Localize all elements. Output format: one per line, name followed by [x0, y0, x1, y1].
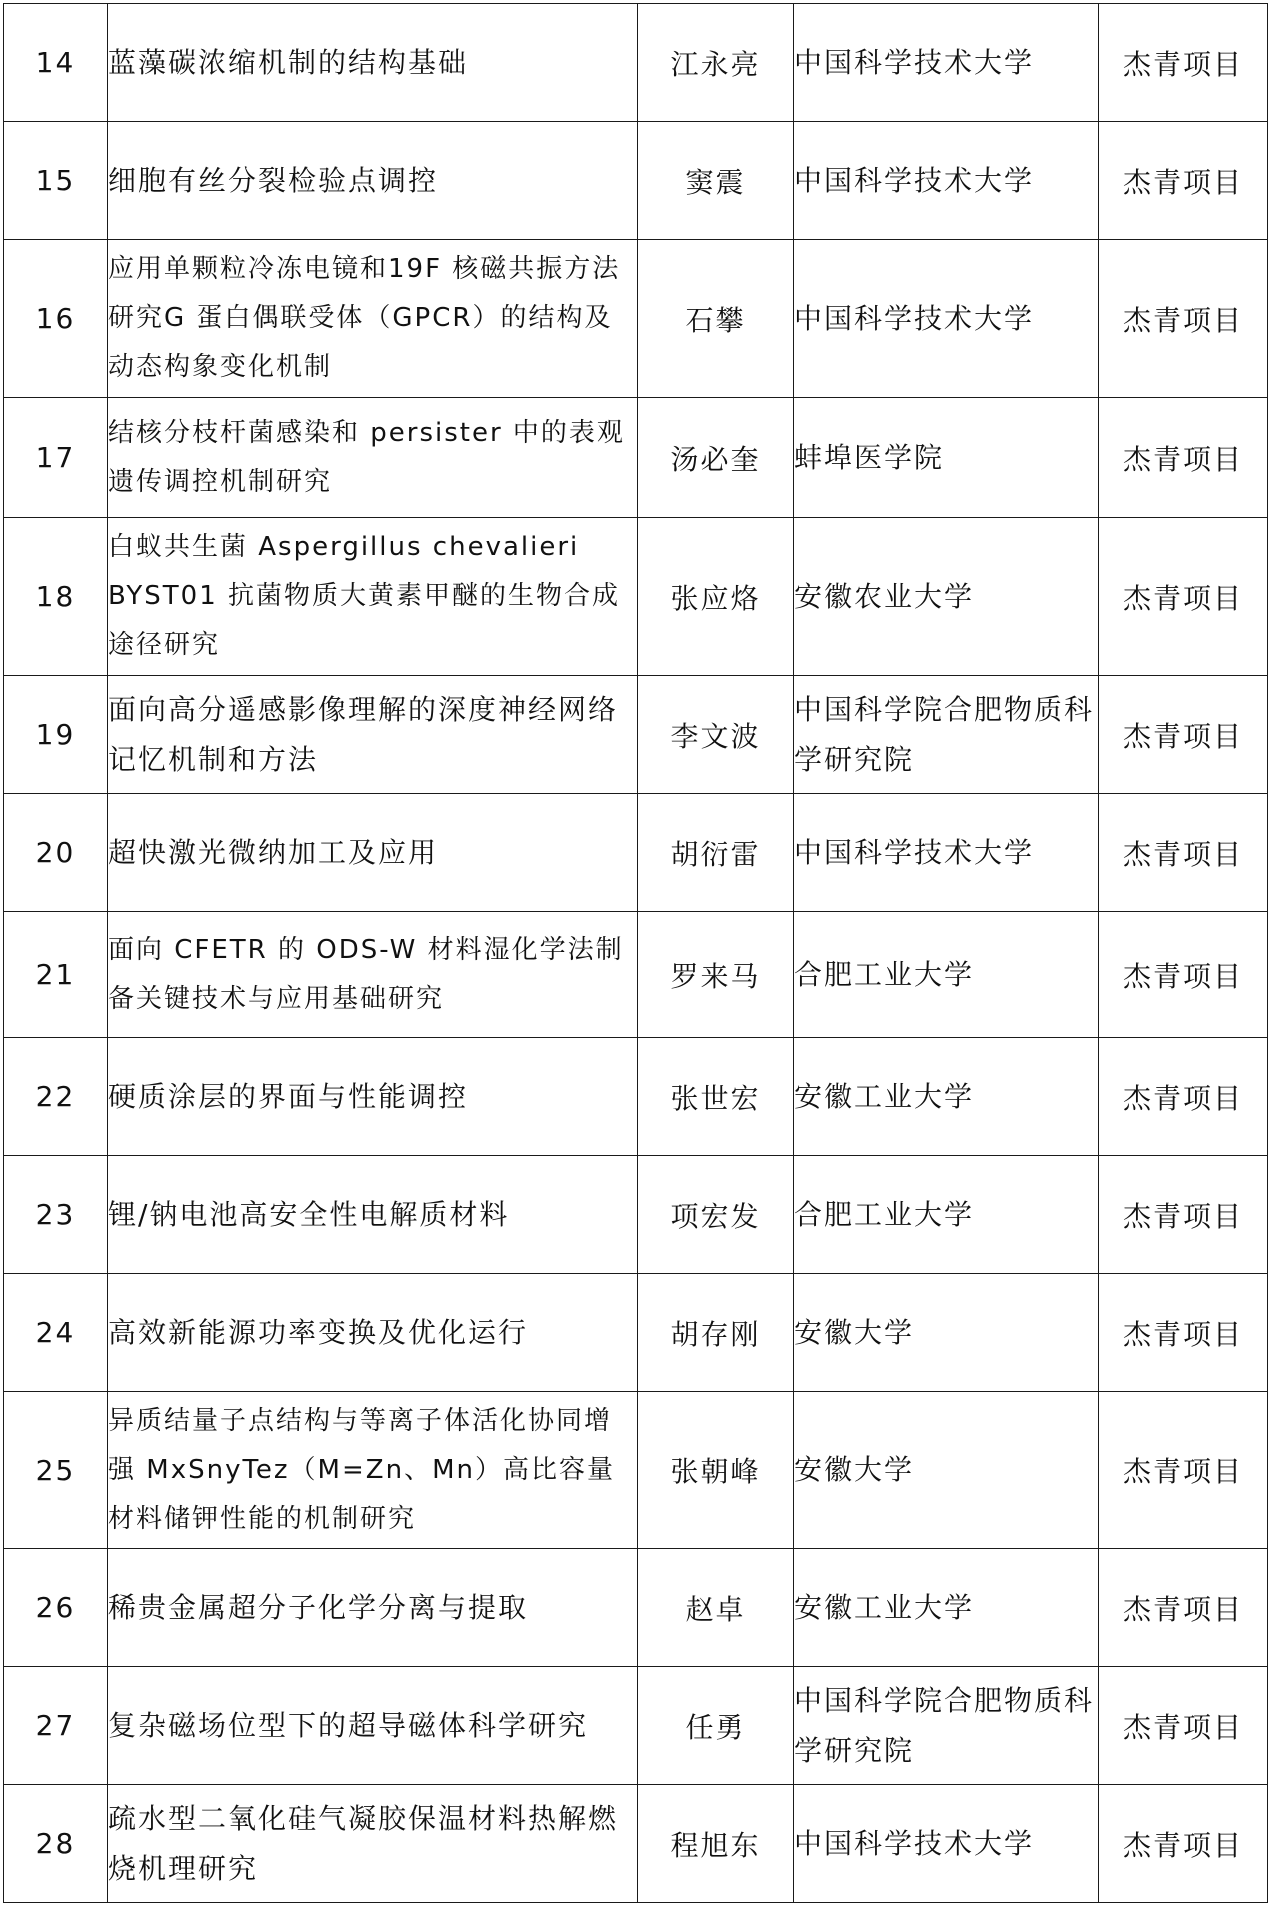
table-row — [4, 518, 1268, 676]
principal-investigator: 石攀 — [638, 240, 794, 398]
project-type: 杰青项目 — [1099, 794, 1268, 912]
project-title: 面向高分遥感影像理解的深度神经网络记忆机制和方法 — [108, 676, 638, 794]
project-title: 硬质涂层的界面与性能调控 — [108, 1038, 638, 1156]
institution: 蚌埠医学院 — [794, 398, 1099, 518]
project-type: 杰青项目 — [1099, 912, 1268, 1038]
project-title: 高效新能源功率变换及优化运行 — [108, 1274, 638, 1392]
project-type: 杰青项目 — [1099, 1392, 1268, 1549]
table-row — [4, 1667, 1268, 1785]
project-type: 杰青项目 — [1099, 122, 1268, 240]
project-type: 杰青项目 — [1099, 1156, 1268, 1274]
principal-investigator: 张世宏 — [638, 1038, 794, 1156]
table-row — [4, 1156, 1268, 1274]
project-type: 杰青项目 — [1099, 398, 1268, 518]
project-type: 杰青项目 — [1099, 4, 1268, 122]
institution: 中国科学院合肥物质科学研究院 — [794, 676, 1099, 794]
project-title: 稀贵金属超分子化学分离与提取 — [108, 1549, 638, 1667]
row-number: 17 — [4, 398, 108, 518]
table-row — [4, 1549, 1268, 1667]
principal-investigator: 项宏发 — [638, 1156, 794, 1274]
institution: 中国科学技术大学 — [794, 4, 1099, 122]
row-number: 21 — [4, 912, 108, 1038]
institution: 安徽农业大学 — [794, 518, 1099, 676]
row-number: 27 — [4, 1667, 108, 1785]
table-row — [4, 1392, 1268, 1549]
project-type: 杰青项目 — [1099, 1785, 1268, 1903]
principal-investigator: 汤必奎 — [638, 398, 794, 518]
project-type: 杰青项目 — [1099, 676, 1268, 794]
project-title: 应用单颗粒冷冻电镜和19F 核磁共振方法研究G 蛋白偶联受体（GPCR）的结构及动态构象变化机制 — [108, 240, 638, 398]
project-type: 杰青项目 — [1099, 1274, 1268, 1392]
principal-investigator: 赵卓 — [638, 1549, 794, 1667]
table-row — [4, 1785, 1268, 1903]
project-type: 杰青项目 — [1099, 1549, 1268, 1667]
principal-investigator: 窦震 — [638, 122, 794, 240]
table-row — [4, 240, 1268, 398]
principal-investigator: 李文波 — [638, 676, 794, 794]
principal-investigator: 张应烙 — [638, 518, 794, 676]
table-row — [4, 676, 1268, 794]
institution: 中国科学院合肥物质科学研究院 — [794, 1667, 1099, 1785]
table-row — [4, 1038, 1268, 1156]
row-number: 19 — [4, 676, 108, 794]
institution: 安徽工业大学 — [794, 1549, 1099, 1667]
row-number: 16 — [4, 240, 108, 398]
principal-investigator: 张朝峰 — [638, 1392, 794, 1549]
project-title: 超快激光微纳加工及应用 — [108, 794, 638, 912]
principal-investigator: 胡衍雷 — [638, 794, 794, 912]
institution: 安徽工业大学 — [794, 1038, 1099, 1156]
row-number: 20 — [4, 794, 108, 912]
principal-investigator: 江永亮 — [638, 4, 794, 122]
institution: 中国科学技术大学 — [794, 794, 1099, 912]
row-number: 18 — [4, 518, 108, 676]
project-type: 杰青项目 — [1099, 1038, 1268, 1156]
principal-investigator: 罗来马 — [638, 912, 794, 1038]
institution: 合肥工业大学 — [794, 912, 1099, 1038]
project-title: 蓝藻碳浓缩机制的结构基础 — [108, 4, 638, 122]
project-type: 杰青项目 — [1099, 240, 1268, 398]
institution: 中国科学技术大学 — [794, 122, 1099, 240]
table-row — [4, 398, 1268, 518]
project-title: 结核分枝杆菌感染和 persister 中的表观遗传调控机制研究 — [108, 398, 638, 518]
project-table — [3, 3, 1268, 1903]
row-number: 26 — [4, 1549, 108, 1667]
row-number: 22 — [4, 1038, 108, 1156]
table-row — [4, 122, 1268, 240]
project-type: 杰青项目 — [1099, 518, 1268, 676]
project-title: 白蚁共生菌 Aspergillus chevalieri BYST01 抗菌物质大黄素甲醚的生物合成途径研究 — [108, 518, 638, 676]
row-number: 23 — [4, 1156, 108, 1274]
row-number: 28 — [4, 1785, 108, 1903]
table-row — [4, 4, 1268, 122]
table-row — [4, 912, 1268, 1038]
principal-investigator: 胡存刚 — [638, 1274, 794, 1392]
project-title: 复杂磁场位型下的超导磁体科学研究 — [108, 1667, 638, 1785]
row-number: 24 — [4, 1274, 108, 1392]
project-title: 异质结量子点结构与等离子体活化协同增强 MxSnyTez（M=Zn、Mn）高比容量材料储钾性能的机制研究 — [108, 1392, 638, 1549]
project-title: 面向 CFETR 的 ODS-W 材料湿化学法制备关键技术与应用基础研究 — [108, 912, 638, 1038]
institution: 安徽大学 — [794, 1274, 1099, 1392]
institution: 合肥工业大学 — [794, 1156, 1099, 1274]
row-number: 14 — [4, 4, 108, 122]
institution: 中国科学技术大学 — [794, 240, 1099, 398]
principal-investigator: 程旭东 — [638, 1785, 794, 1903]
institution: 安徽大学 — [794, 1392, 1099, 1549]
project-title: 锂/钠电池高安全性电解质材料 — [108, 1156, 638, 1274]
row-number: 25 — [4, 1392, 108, 1549]
institution: 中国科学技术大学 — [794, 1785, 1099, 1903]
table-row — [4, 1274, 1268, 1392]
project-title: 细胞有丝分裂检验点调控 — [108, 122, 638, 240]
project-type: 杰青项目 — [1099, 1667, 1268, 1785]
project-title: 疏水型二氧化硅气凝胶保温材料热解燃烧机理研究 — [108, 1785, 638, 1903]
table-row — [4, 794, 1268, 912]
principal-investigator: 任勇 — [638, 1667, 794, 1785]
row-number: 15 — [4, 122, 108, 240]
